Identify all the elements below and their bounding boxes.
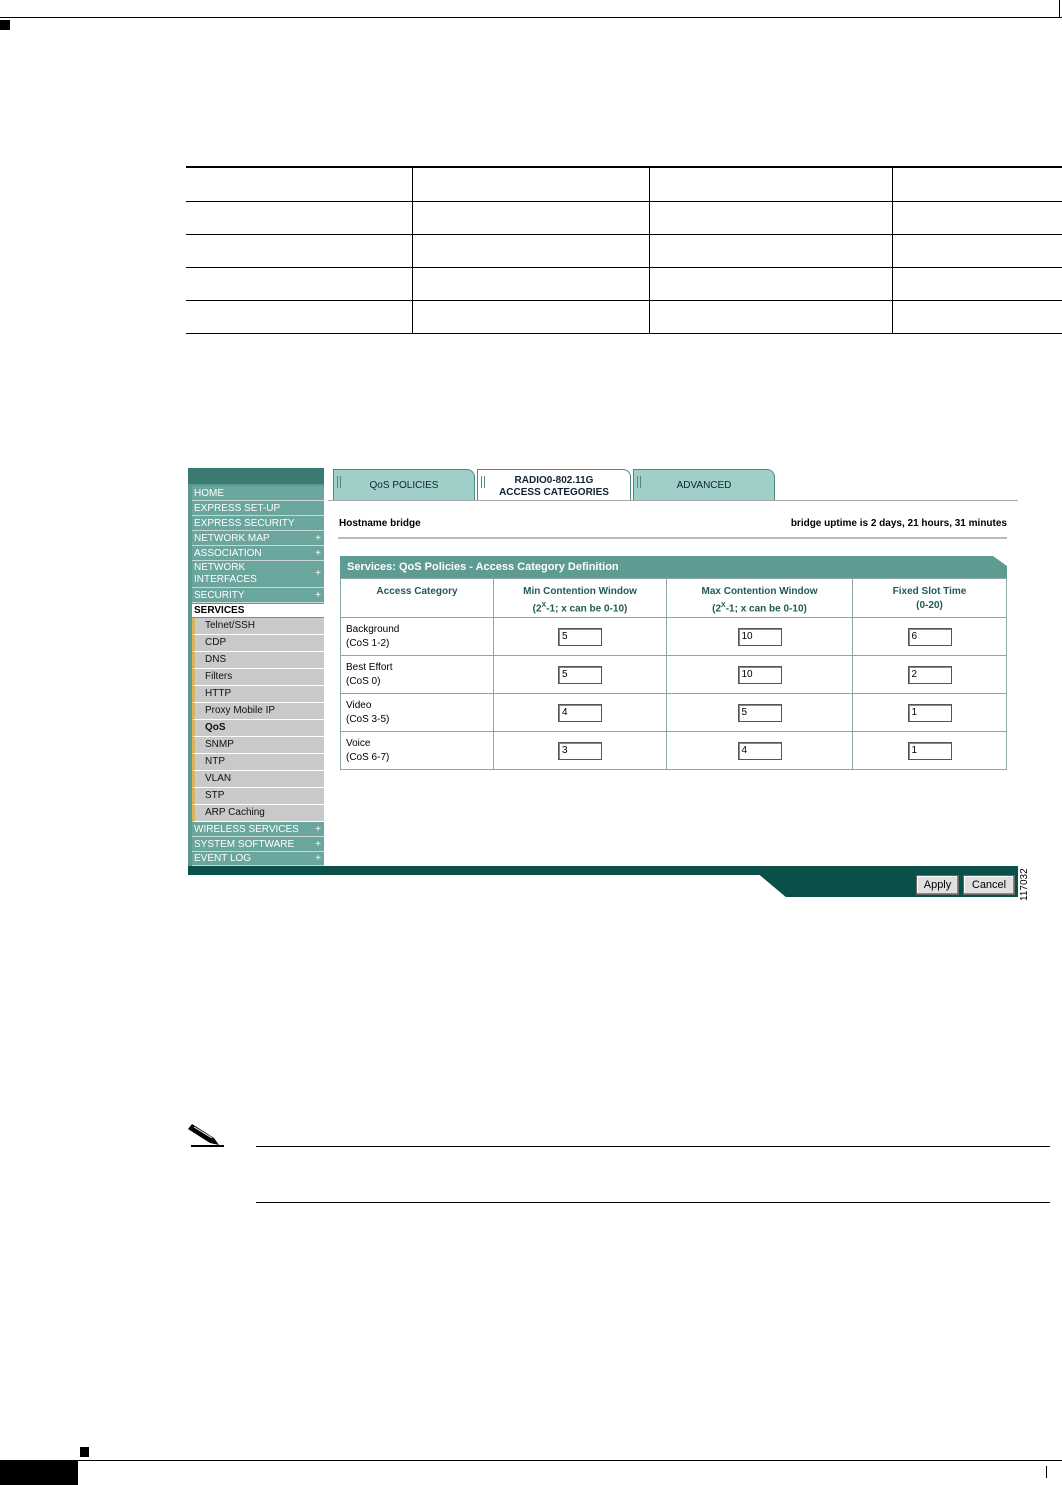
expand-plus-icon[interactable]: + bbox=[315, 590, 321, 601]
table-cell bbox=[853, 694, 1007, 732]
max-cw-input[interactable]: 10 bbox=[738, 628, 782, 646]
divider bbox=[338, 537, 1007, 539]
expand-plus-icon[interactable]: + bbox=[315, 839, 321, 850]
header-text: (2 bbox=[712, 603, 722, 615]
hostname-label: Hostname bridge bbox=[339, 518, 421, 529]
expand-plus-icon[interactable]: + bbox=[315, 568, 321, 579]
page-header-rule bbox=[0, 17, 1062, 18]
column-header-slot-time bbox=[853, 579, 1007, 618]
document-table bbox=[186, 166, 1062, 334]
table-cell bbox=[186, 234, 412, 267]
page-footer-rule bbox=[0, 1460, 1062, 1461]
table-row bbox=[186, 267, 1062, 300]
table-cell bbox=[412, 300, 649, 333]
sidebar-item-express-setup[interactable] bbox=[192, 501, 324, 516]
table-cell bbox=[494, 618, 667, 656]
uptime-label: bridge uptime is 2 days, 21 hours, 31 minutes bbox=[790, 518, 1007, 529]
expand-plus-icon[interactable]: + bbox=[315, 548, 321, 559]
category-cell bbox=[341, 732, 494, 770]
header-line bbox=[668, 599, 851, 616]
table-row bbox=[341, 656, 1007, 694]
slot-time-input[interactable]: 1 bbox=[908, 742, 952, 760]
table-cell bbox=[853, 732, 1007, 770]
tab-qos-policies[interactable] bbox=[333, 469, 475, 501]
table-cell bbox=[494, 656, 667, 694]
category-name: Best Effort bbox=[346, 661, 393, 673]
header-line bbox=[495, 599, 665, 616]
sidebar-item-label: INTERFACES bbox=[194, 574, 257, 585]
sidebar-subitem-ntp[interactable]: NTP bbox=[192, 754, 324, 771]
sidebar-item-wireless-services[interactable] bbox=[192, 822, 324, 837]
tab-grip-icon bbox=[637, 476, 641, 488]
tab-label: ACCESS CATEGORIES bbox=[499, 487, 609, 498]
page-header-marker bbox=[0, 20, 10, 30]
table-cell bbox=[649, 234, 892, 267]
table-cell bbox=[649, 167, 892, 201]
sidebar-item-express-security[interactable] bbox=[192, 516, 324, 531]
table-cell bbox=[853, 656, 1007, 694]
cancel-button[interactable]: Cancel bbox=[963, 875, 1015, 895]
note-rule bbox=[256, 1202, 1050, 1203]
header-line: Max Contention Window bbox=[701, 586, 818, 597]
table-cell bbox=[412, 234, 649, 267]
table-cell bbox=[892, 267, 1062, 300]
table-cell bbox=[892, 300, 1062, 333]
tab-access-categories[interactable] bbox=[477, 469, 631, 501]
header-line: Min Contention Window bbox=[523, 586, 637, 597]
category-cos: (CoS 6-7) bbox=[346, 751, 390, 763]
sidebar-item-label: NETWORK MAP bbox=[194, 533, 270, 544]
tab-grip-icon bbox=[337, 476, 341, 488]
category-cos: (CoS 3-5) bbox=[346, 713, 390, 725]
pencil-note-icon bbox=[188, 1122, 226, 1148]
sidebar-subitem-stp[interactable]: STP bbox=[192, 788, 324, 805]
header-line: (0-20) bbox=[916, 600, 943, 611]
category-cos: (CoS 0) bbox=[346, 675, 381, 687]
sidebar-item-label: SECURITY bbox=[194, 590, 245, 601]
sidebar-item-label: EVENT LOG bbox=[194, 853, 252, 864]
expand-plus-icon[interactable]: + bbox=[315, 824, 321, 835]
table-cell bbox=[667, 656, 853, 694]
sidebar-item-label: HOME bbox=[194, 488, 224, 499]
sidebar-item-security[interactable] bbox=[192, 588, 324, 603]
table-row bbox=[341, 732, 1007, 770]
table-row bbox=[186, 201, 1062, 234]
table-cell bbox=[494, 732, 667, 770]
max-cw-input[interactable]: 10 bbox=[738, 666, 782, 684]
sidebar-item-home[interactable] bbox=[192, 486, 324, 501]
sidebar-subitem-dns[interactable]: DNS bbox=[192, 652, 324, 669]
category-cell bbox=[341, 656, 494, 694]
slot-time-input[interactable]: 2 bbox=[908, 666, 952, 684]
apply-button[interactable]: Apply bbox=[916, 875, 959, 895]
tab-label: QoS POLICIES bbox=[369, 480, 439, 491]
category-name: Video bbox=[346, 699, 372, 711]
page-footer-tick bbox=[1046, 1466, 1047, 1478]
sidebar-subitem-http[interactable]: HTTP bbox=[192, 686, 324, 703]
column-header-min-cw bbox=[494, 579, 667, 618]
table-row bbox=[186, 234, 1062, 267]
page-header-tick bbox=[1059, 0, 1060, 17]
sidebar-section-services[interactable]: SERVICES bbox=[192, 604, 324, 617]
max-cw-input[interactable]: 5 bbox=[738, 704, 782, 722]
sidebar-item-association[interactable] bbox=[192, 546, 324, 561]
table-cell bbox=[853, 618, 1007, 656]
header-text: -1; x can be 0-10) bbox=[546, 603, 628, 615]
table-cell bbox=[412, 201, 649, 234]
min-cw-input[interactable]: 3 bbox=[558, 742, 602, 760]
tab-advanced[interactable] bbox=[633, 469, 775, 501]
sidebar-item-label: ASSOCIATION bbox=[194, 548, 262, 559]
note-rule bbox=[256, 1146, 1050, 1147]
expand-plus-icon[interactable]: + bbox=[315, 853, 321, 864]
sidebar-subitem-telnet-ssh[interactable]: Telnet/SSH bbox=[192, 618, 324, 635]
sidebar-item-label: EXPRESS SECURITY bbox=[194, 518, 295, 529]
category-cell bbox=[341, 618, 494, 656]
category-name: Background bbox=[346, 623, 400, 635]
table-row bbox=[341, 694, 1007, 732]
table-cell bbox=[667, 618, 853, 656]
column-header-max-cw bbox=[667, 579, 853, 618]
page-footer-block bbox=[0, 1461, 78, 1485]
sidebar-item-label: WIRELESS SERVICES bbox=[194, 824, 299, 835]
table-row bbox=[186, 167, 1062, 201]
table-cell bbox=[649, 267, 892, 300]
tab-label: ADVANCED bbox=[676, 480, 732, 491]
table-cell bbox=[892, 234, 1062, 267]
expand-plus-icon[interactable]: + bbox=[315, 533, 321, 544]
header-superscript: X bbox=[721, 602, 726, 609]
sidebar-item-system-software[interactable] bbox=[192, 837, 324, 852]
sidebar-subitem-proxy-mobile-ip[interactable]: Proxy Mobile IP bbox=[192, 703, 324, 720]
column-header-category: Access Category bbox=[341, 579, 494, 618]
figure-number: 117032 bbox=[1019, 868, 1030, 901]
sidebar-header bbox=[188, 468, 324, 484]
table-row bbox=[186, 300, 1062, 333]
sidebar-item-label: NETWORK bbox=[194, 562, 246, 573]
table-cell bbox=[412, 167, 649, 201]
tab-label: RADIO0-802.11G bbox=[514, 475, 594, 486]
table-cell bbox=[186, 167, 412, 201]
header-line: Fixed Slot Time bbox=[892, 586, 967, 597]
category-cos: (CoS 1-2) bbox=[346, 637, 390, 649]
sidebar-subitem-snmp[interactable]: SNMP bbox=[192, 737, 324, 754]
sidebar-item-network-interfaces[interactable] bbox=[192, 561, 324, 588]
page-footer-marker bbox=[80, 1447, 89, 1457]
slot-time-input[interactable]: 6 bbox=[908, 628, 952, 646]
category-name: Voice bbox=[346, 737, 371, 749]
sidebar-item-network-map[interactable] bbox=[192, 531, 324, 546]
table-cell bbox=[186, 300, 412, 333]
min-cw-input[interactable]: 5 bbox=[558, 666, 602, 684]
sidebar-subitem-cdp[interactable]: CDP bbox=[192, 635, 324, 652]
sidebar-item-label: EXPRESS SET-UP bbox=[194, 503, 281, 514]
category-cell bbox=[341, 694, 494, 732]
header-text: (2 bbox=[532, 603, 542, 615]
tab-grip-icon bbox=[481, 476, 485, 488]
sidebar-item-label: SYSTEM SOFTWARE bbox=[194, 839, 295, 850]
table-cell bbox=[494, 694, 667, 732]
table-cell bbox=[892, 201, 1062, 234]
sidebar-subitem-qos[interactable]: QoS bbox=[192, 720, 324, 737]
header-text: -1; x can be 0-10) bbox=[725, 603, 807, 615]
min-cw-input[interactable]: 4 bbox=[558, 704, 602, 722]
sidebar-subitem-arp-caching[interactable]: ARP Caching bbox=[192, 805, 324, 822]
max-cw-input[interactable]: 4 bbox=[738, 742, 782, 760]
panel-title: Services: QoS Policies - Access Category Definition bbox=[340, 556, 1007, 578]
table-cell bbox=[649, 201, 892, 234]
table-header-row bbox=[341, 579, 1007, 618]
table-cell bbox=[186, 201, 412, 234]
tab-underline bbox=[328, 500, 1018, 501]
table-cell bbox=[892, 167, 1062, 201]
table-cell bbox=[667, 694, 853, 732]
sidebar-item-event-log[interactable] bbox=[192, 852, 324, 866]
table-cell bbox=[649, 300, 892, 333]
table-cell bbox=[412, 267, 649, 300]
min-cw-input[interactable]: 5 bbox=[558, 628, 602, 646]
table-cell bbox=[667, 732, 853, 770]
table-row bbox=[341, 618, 1007, 656]
sidebar-subitem-vlan[interactable]: VLAN bbox=[192, 771, 324, 788]
access-category-table bbox=[340, 578, 1007, 770]
header-superscript: X bbox=[541, 602, 547, 609]
table-cell bbox=[186, 267, 412, 300]
sidebar-subitem-filters[interactable]: Filters bbox=[192, 669, 324, 686]
slot-time-input[interactable]: 1 bbox=[908, 704, 952, 722]
